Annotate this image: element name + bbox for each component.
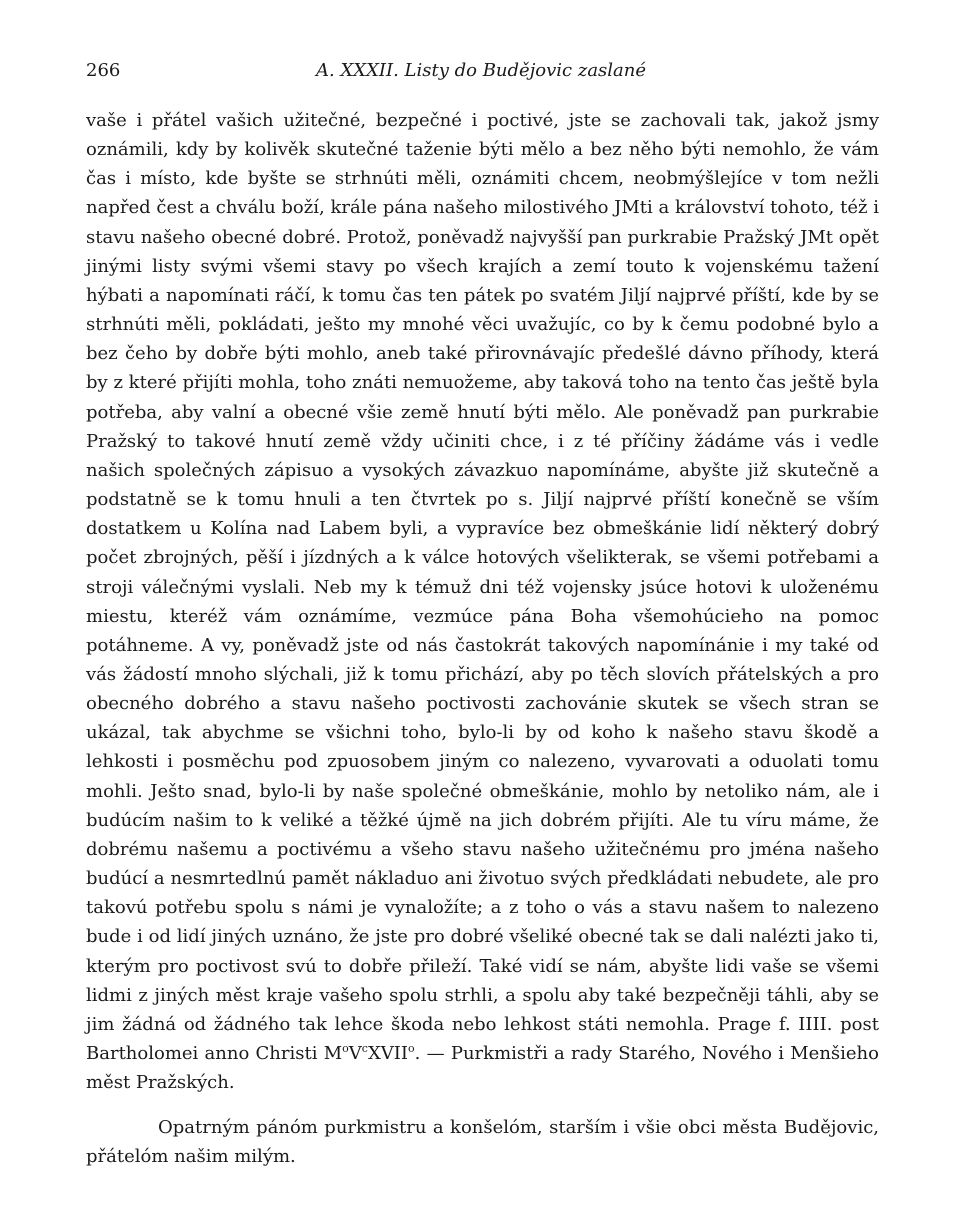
dateline-prefix: Prage f. IIII. post Bartholomei anno Christi M	[86, 1013, 879, 1064]
letter-text	[86, 106, 879, 1172]
page-header	[86, 60, 879, 88]
page-number: 266	[86, 60, 121, 81]
signature: . — Purkmistři a rady Starého, Nového i Menšieho měst Pražských.	[86, 1043, 879, 1094]
year-superscript-1: o	[342, 1042, 349, 1055]
letter-body-text: vaše i přátel vašich užitečné, bezpečné i poctivé, jste se zachovali tak, jakož jsmy oznámili, kdy by kolivěk skutečné taženie býti mělo a bez něho býti nemohlo, že vám čas i místo, kde byšte se strhnúti měli, oznámiti chcem, neobmýšlejíce v tom nežli napřed čest a chválu boží, krále pána našeho milostivého JMti a království tohoto, též i stavu našeho obecné dobré. Protož, poněvadž najvyšší pan purkrabie Pražský JMt opět jinými listy svými všemi stavy po všech krajích a zemí touto k vojenskému tažení hýbati a napomínati ráčí, k tomu čas ten pátek po svatém Jiljí najprvé příští, kde by se strhnúti měli, pokládati, ješto my mnohé věci uvažujíc, co by k čemu podobné bylo a bez čeho by dobře býti mohlo, aneb také přirovnávajíc předešlé dávno příhody, která by z které přijíti mohla, toho znáti nemuožeme, aby taková toho na tento čas ještě byla potřeba, aby valní a obecné všie země hnutí býti mělo. Ale poněvadž pan purkrabie Pražský to takové hnutí země vždy učiniti chce, i z té příčiny žádáme vás i vedle našich společných zápisuo a vysokých závazkuo napomínáme, abyšte již skutečně a podstatně se k tomu hnuli a ten čtvrtek po s. Jiljí najprvé příští konečně se vším dostatkem u Kolína nad Labem byli, a vypravíce bez obmeškánie lidí některý dobrý počet zbrojných, pěší i jízdných a k válce hotových všelikterak, se všemi potřebami a stroji válečnými vyslali. Neb my k témuž dni též vojensky jsúce hotovi k uloženému miestu, kteréž vám oznámíme, vezmúce pána Boha všemohúcieho na pomoc potáhneme. A vy, poněvadž jste od nás častokrát takových napomínánie i my také od vás žádostí mnoho slýchali, již k tomu přichází, aby po těch slovích přátelských a pro obecného dobrého a stavu našeho poctivosti zachovánie skutek se všech stran se ukázal, tak abychme se všichni toho, bylo-li by od koho k našeho stavu škodě a lehkosti i posměchu pod zpuosobem jiným co nalezeno, vyvarovati a oduolati tomu mohli. Ješto snad, bylo-li by naše společné obmeškánie, mohlo by netoliko nám, ale i budúcím našim to k veliké a těžké újmě na jich dobrém přijíti. Ale tu víru máme, že dobrému našemu a poctivému a všeho stavu našeho užitečnému pro jména našeho budúcí a nesmrtedlnú pamět nákladuo ani životuo svých předkládati nebudete, ale pro takovú potřebu spolu s námi je vynaložíte; a z toho o vás a stavu našem to nalezeno bude i od lidí jiných uznáno, že jste pro dobré všeliké obecné tak se dali nalézti jako ti, kterým pro poctivost svú to dobře přileží. Také vidí se nám, abyšte lidi vaše se všemi lidmi z jiných měst kraje vašeho spolu strhli, a spolu aby také bezpečněji táhli, aby se jim žádná od žádného tak lehce škoda nebo lehkost státi nemohla.	[86, 110, 879, 1035]
year-superscript-3: o	[408, 1042, 415, 1055]
letter-body	[86, 106, 879, 1097]
year-part-2: XVII	[367, 1043, 409, 1064]
running-title: A. XXXII. Listy do Budějovic zaslané	[316, 60, 647, 81]
address: Opatrným pánóm purkmistru a konšelóm, starším i všie obci města Budějovic, přátelóm našim milým.	[86, 1117, 879, 1168]
year-superscript-2: c	[361, 1042, 368, 1055]
year-part-1: V	[348, 1043, 362, 1064]
